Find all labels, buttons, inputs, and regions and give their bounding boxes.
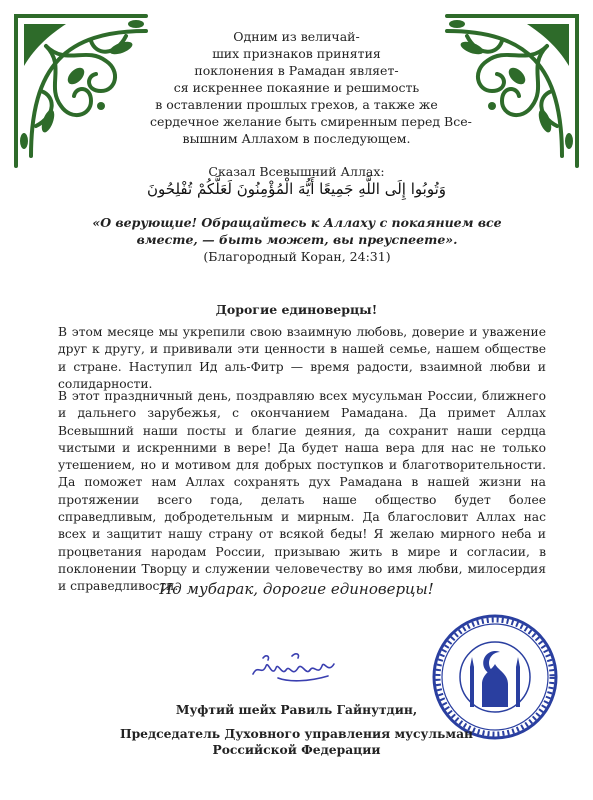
body-paragraph: В этот праздничный день, поздравляю всех мусульман России, ближнего и дальнего зарубежья, с окончанием Рамадана. Да примет Аллах Всевышний наши посты и благие деяния, да сохранит наши сердца чистыми и искренними в вере! Да будет наша вера для нас не только утешением, но и мотивом для добрых поступков и благотворительности. Да поможет нам Аллах сохранять дух Рамадана в нашей жизни на протяжении всего года, делать наше общество будет более справедливым, добродетельным и мирным. Да благословит Аллах нас всех и защитит нашу страну от всякой беды! Я желаю мирного неба и процветания народам России, призываю жить в мире и согласии, в поклонении Творцу и служении человечеству во имя любви, милосердия и справедливости. xyxy=(58,389,546,594)
signatory-title xyxy=(0,726,593,758)
intro-line: поклонения в Рамадан являет- xyxy=(194,63,399,78)
intro-line: вышним Аллахом в последующем. xyxy=(182,131,411,146)
intro-line: ших признаков принятия xyxy=(212,46,381,61)
verse-translation: «О верующие! Обращайтесь к Аллаху с покаянием все вместе, — быть может, вы преуспеете». xyxy=(92,215,502,247)
intro-line: Одним из величай- xyxy=(233,29,360,44)
official-stamp xyxy=(430,612,560,742)
intro-line: сердечное желание быть смиренным перед Все- xyxy=(150,114,472,129)
corner-ornament-left xyxy=(6,6,156,176)
body-paragraph: В этом месяце мы укрепили свою взаимную любовь, доверие и уважение друг к другу, и прививали эти ценности в нашей семье, нашем обществе и стране. Наступил Ид аль-Фитр — время радости, взаимной любви и солидарности. xyxy=(58,325,546,391)
greeting-heading: Дорогие единоверцы! xyxy=(215,302,378,317)
signatory-name: Муфтий шейх Равиль Гайнутдин, xyxy=(175,702,418,717)
signatory-title-line: Председатель Духовного управления мусульман xyxy=(119,726,474,741)
closing-greeting: Ид мубарак, дорогие единоверцы! xyxy=(159,580,434,598)
intro-line: ся искреннее покаяние и решимость xyxy=(173,80,420,95)
intro-line: в оставлении прошлых грехов, а также же xyxy=(155,97,438,112)
handwritten-signature xyxy=(248,646,338,686)
signatory-title-line: Российской Федерации xyxy=(212,742,381,757)
verse-source: (Благородный Коран, 24:31) xyxy=(203,249,391,264)
verse-translation-block xyxy=(72,214,522,265)
arabic-verse: وَتُوبُوا إِلَى اللَّهِ جَمِيعًا أَيُّهَ الْمُؤْمِنُونَ لَعَلَّكُمْ تُفْلِحُونَ xyxy=(147,180,446,198)
corner-ornament-right xyxy=(437,6,587,176)
intro-text xyxy=(150,28,472,147)
quote-lead: Сказал Всевышний Аллах: xyxy=(208,164,385,179)
